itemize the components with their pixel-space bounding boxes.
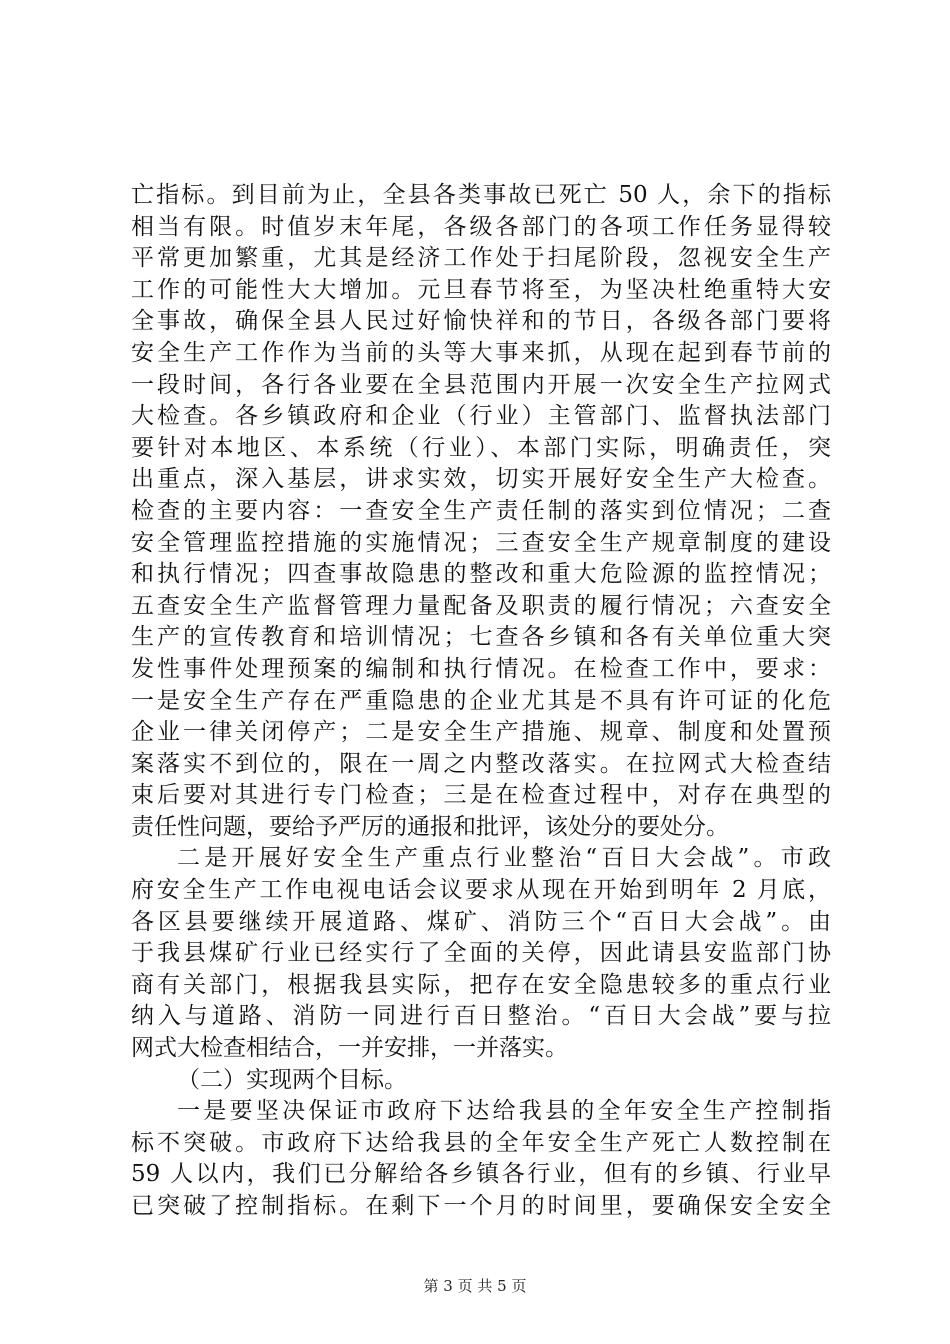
text-line: 和执行情况；四查事故隐患的整改和重大危险源的监控情况； xyxy=(131,561,831,588)
text-line: 企业一律关闭停产；二是安全生产措施、规章、制度和处置预 xyxy=(131,719,831,746)
text-line: 亡指标。到目前为止，全县各类事故已死亡 50 人，余下的指标 xyxy=(131,182,831,208)
text-line: 一是要坚决保证市政府下达给我县的全年安全生产控制指 xyxy=(177,1098,831,1125)
text-line: 59 人以内，我们已分解给各乡镇各行业，但有的乡镇、行业早 xyxy=(131,1161,831,1188)
text-line: 发性事件处理预案的编制和执行情况。在检查工作中，要求： xyxy=(131,655,831,682)
text-line: 一是安全生产存在严重隐患的企业尤其是不具有许可证的化危 xyxy=(131,687,831,714)
text-line: 二是开展好安全生产重点行业整治“百日大会战”。市政 xyxy=(177,845,831,872)
text-line: 工作的可能性大大增加。元旦春节将至，为坚决杜绝重特大安 xyxy=(131,276,831,303)
text-line: 案落实不到位的，限在一周之内整改落实。在拉网式大检查结 xyxy=(131,750,831,777)
text-line: 要针对本地区、本系统（行业）、本部门实际，明确责任，突 xyxy=(131,434,831,461)
text-line: 府安全生产工作电视电话会议要求从现在开始到明年 2 月底， xyxy=(131,877,831,904)
text-line: 于我县煤矿行业已经实行了全面的关停，因此请县安监部门协 xyxy=(131,940,831,967)
text-line: 生产的宣传教育和培训情况；七查各乡镇和各有关单位重大突 xyxy=(131,624,831,651)
text-line: 商有关部门，根据我县实际，把存在安全隐患较多的重点行业 xyxy=(131,971,831,998)
text-line: 已突破了控制指标。在剩下一个月的时间里，要确保安全安全 xyxy=(131,1193,831,1219)
text-line: 相当有限。时值岁末年尾，各级各部门的各项工作任务显得较 xyxy=(131,213,831,240)
text-line: 安全生产工作作为当前的头等大事来抓，从现在起到春节前的 xyxy=(131,339,831,366)
text-line: 网式大检查相结合，一并安排，一并落实。 xyxy=(131,1035,568,1062)
text-line: 大检查。各乡镇政府和企业（行业）主管部门、监督执法部门 xyxy=(131,403,831,430)
document-body xyxy=(131,180,831,1223)
text-line: 全事故，确保全县人民过好愉快祥和的节日，各级各部门要将 xyxy=(131,308,831,335)
text-line: 出重点，深入基层，讲求实效，切实开展好安全生产大检查。 xyxy=(131,466,831,493)
text-line: 纳入与道路、消防一同进行百日整治。“百日大会战”要与拉 xyxy=(131,1003,831,1030)
text-line: 检查的主要内容：一查安全生产责任制的落实到位情况；二查 xyxy=(131,497,831,524)
text-line: 束后要对其进行专门检查；三是在检查过程中，对存在典型的 xyxy=(131,782,831,809)
text-line: 安全管理监控措施的实施情况；三查安全生产规章制度的建设 xyxy=(131,529,831,556)
page-footer: 第 3 页 共 5 页 xyxy=(423,1277,527,1295)
text-line: 平常更加繁重，尤其是经济工作处于扫尾阶段，忽视安全生产 xyxy=(131,245,831,272)
text-line: 标不突破。市政府下达给我县的全年安全生产死亡人数控制在 xyxy=(131,1129,831,1156)
text-line: 各区县要继续开展道路、煤矿、消防三个“百日大会战”。由 xyxy=(131,908,831,935)
text-line: 一段时间，各行各业要在全县范围内开展一次安全生产拉网式 xyxy=(131,371,831,398)
text-line: （二）实现两个目标。 xyxy=(177,1066,407,1093)
text-line: 责任性问题，要给予严厉的通报和批评，该处分的要处分。 xyxy=(131,813,729,840)
text-line: 五查安全生产监督管理力量配备及职责的履行情况；六查安全 xyxy=(131,592,831,619)
